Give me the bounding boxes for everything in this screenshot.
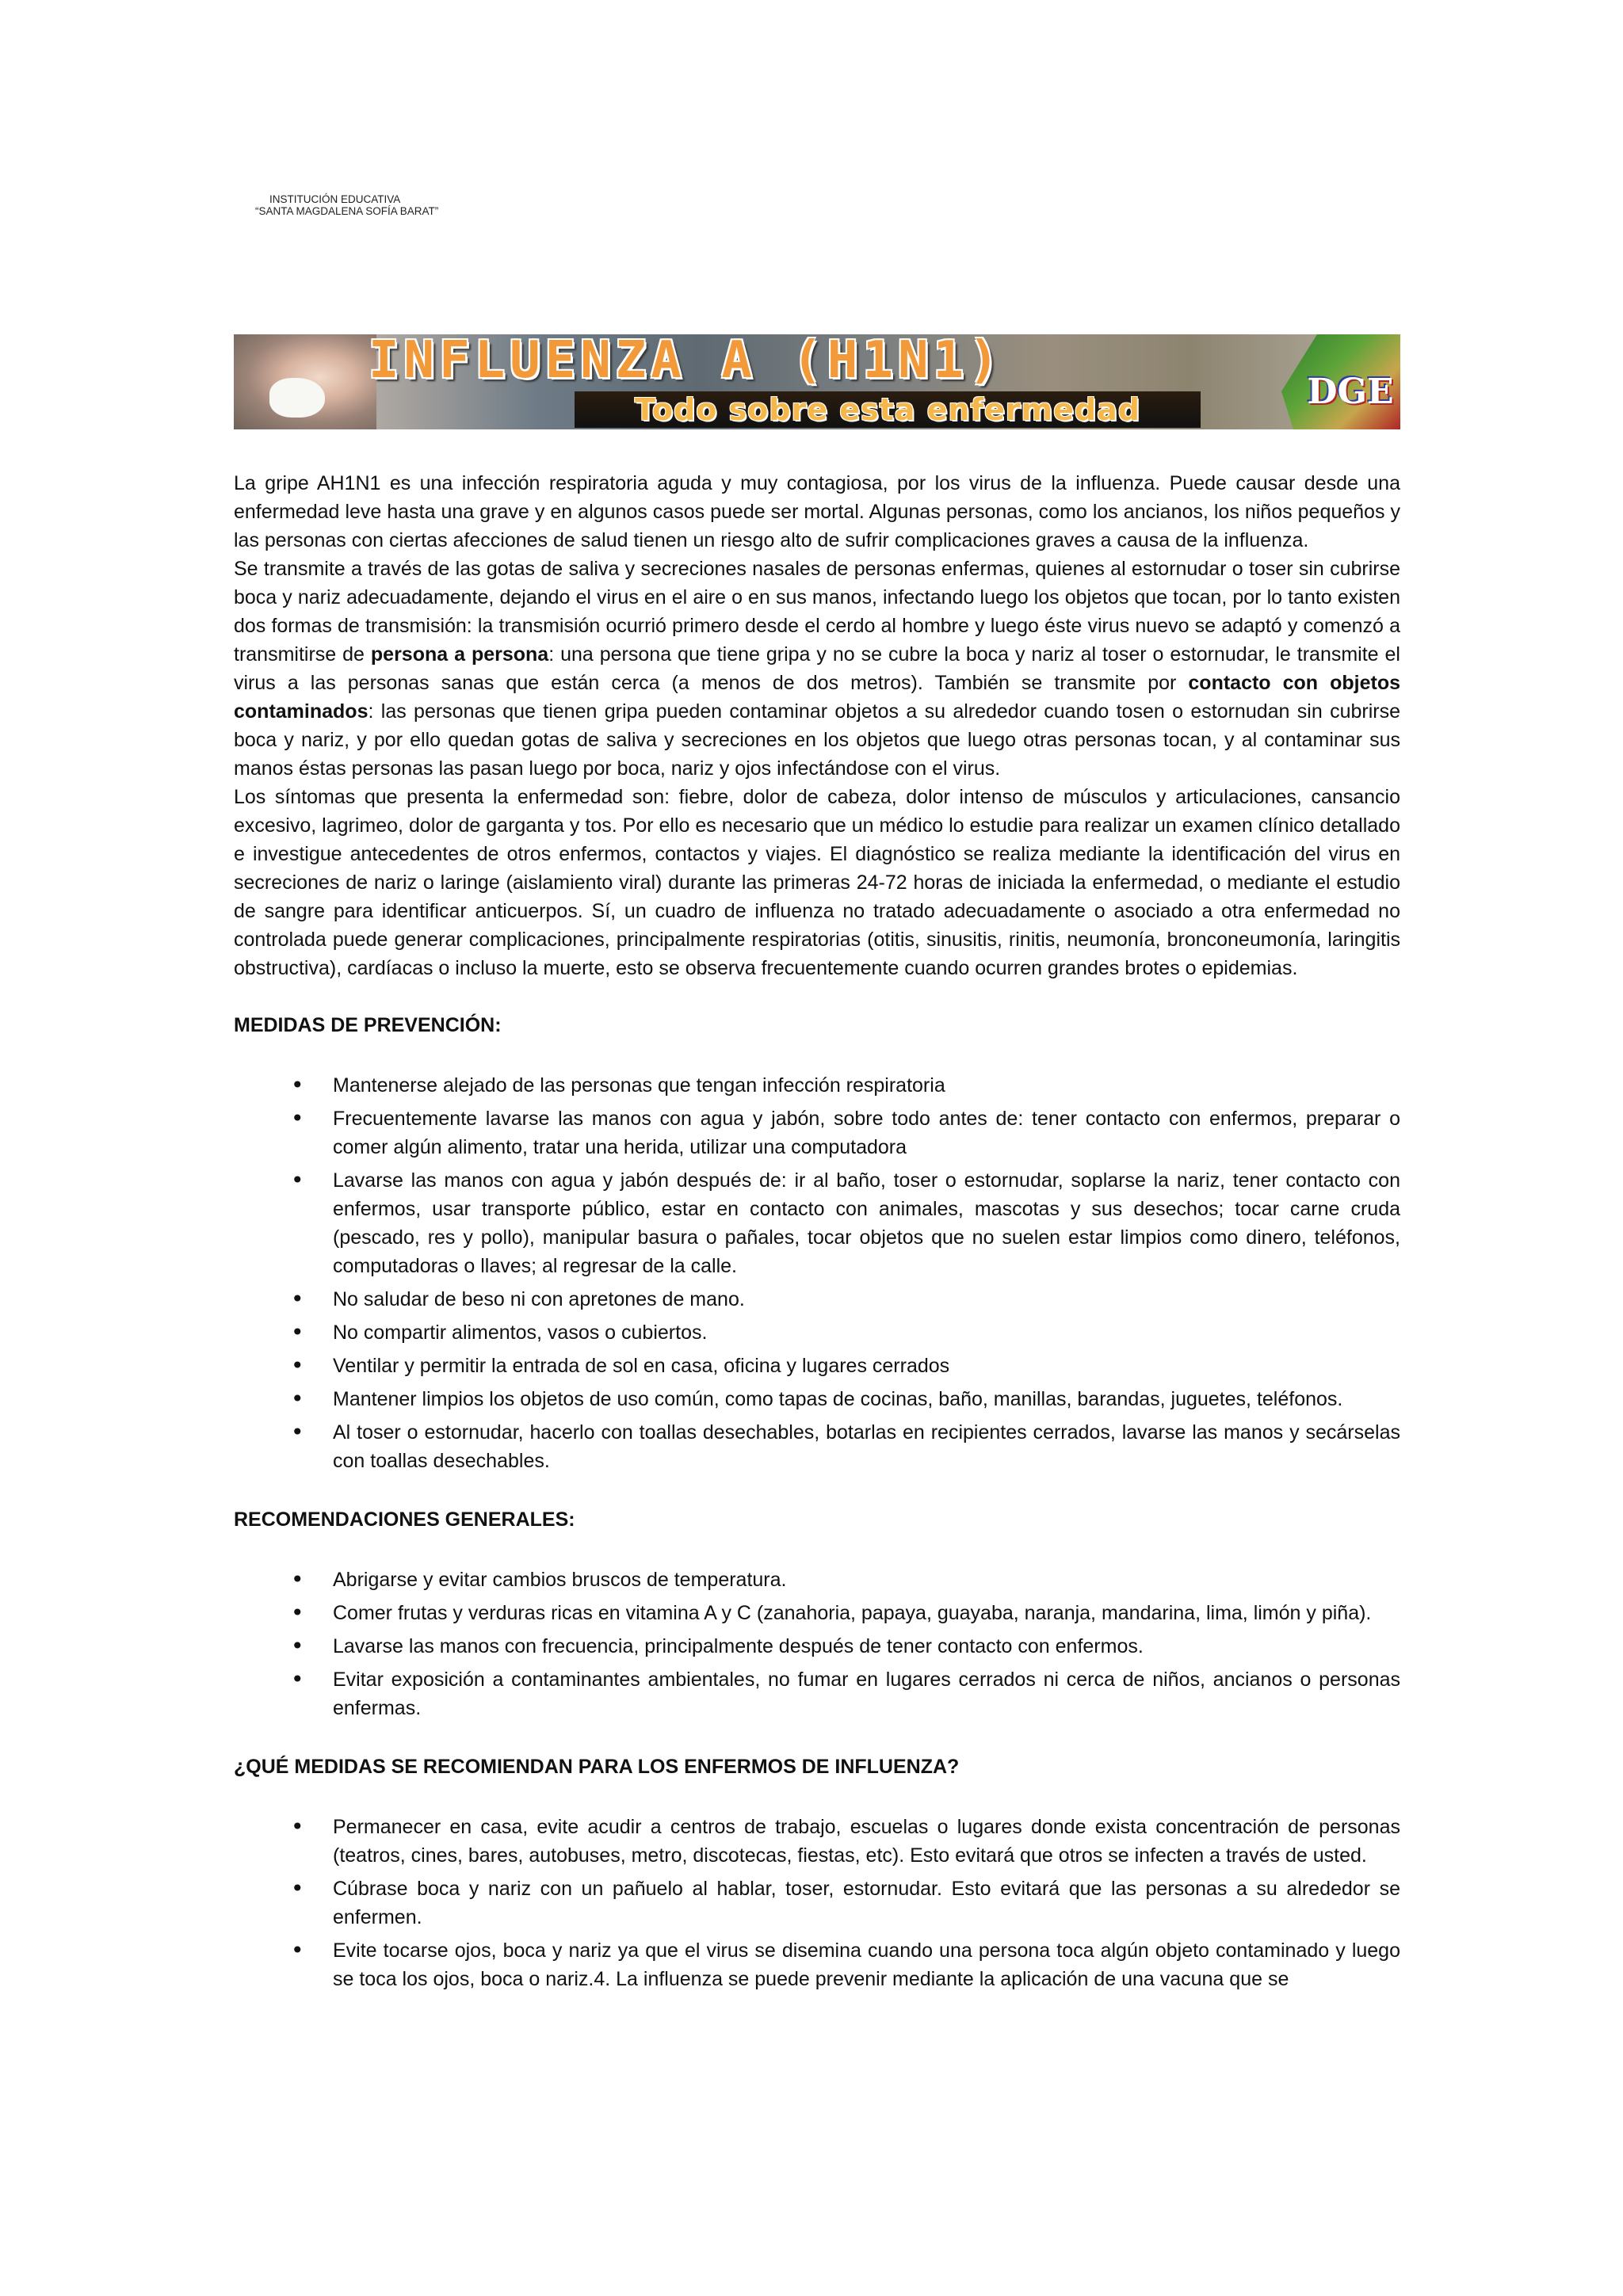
- list-item: • Lavarse las manos con agua y jabón después de: ir al baño, toser o estornudar, soplarse la nariz, tener contacto con enfermos, usar transporte público, estar en contacto con animales, mascotas y sus desechos; tocar carne cruda (pescado, res y pollo), manipular basura o pañales, tocar objetos que no suelen estar limpios como dinero, teléfonos, computadoras o llaves; al regresar de la calle.: [234, 1166, 1400, 1280]
- transmission-text-1: Se transmite a través de las gotas de saliva y secreciones nasales de personas enfermas, quienes al estornudar o toser sin cubrirse boca y nariz adecuadamente, dejando el virus en el aire o en sus manos, infectando luego los objetos que tocan, por lo tanto existen dos formas de transmisión: la transmisión ocurrió primero desde el cerdo al hombre y luego éste virus nuevo se adaptó y comenzó a transmitirse de: [234, 558, 1400, 666]
- banner-subtitle: Todo sobre esta enfermedad: [575, 391, 1201, 428]
- list-item: • Al toser o estornudar, hacerlo con toallas desechables, botarlas en recipientes cerrados, lavarse las manos y secárselas con toallas desechables.: [234, 1418, 1400, 1475]
- list-item: • Ventilar y permitir la entrada de sol en casa, oficina y lugares cerrados: [234, 1352, 1400, 1380]
- list-item: • Frecuentemente lavarse las manos con agua y jabón, sobre todo antes de: tener contacto con enfermos, preparar o comer algún alimento, tratar una herida, utilizar una computadora: [234, 1104, 1400, 1161]
- list-item: • Evite tocarse ojos, boca y nariz ya que el virus se disemina cuando una persona toca algún objeto contaminado y luego se toca los ojos, boca o nariz.4. La influenza se puede prevenir mediante la aplicación de una vacuna que se: [234, 1936, 1400, 1993]
- influenza-banner: [234, 334, 1400, 429]
- paragraph-transmission: [234, 555, 1400, 783]
- list-item: • Abrigarse y evitar cambios bruscos de temperatura.: [234, 1566, 1400, 1594]
- transmission-text-2: : una persona que tiene gripa y no se cubre la boca y nariz al toser o estornudar, le transmite el virus a las personas sanas que están cerca (a menos de dos metros). También se transmite por: [234, 643, 1400, 694]
- banner-photo: [234, 334, 376, 429]
- list-item: • Mantener limpios los objetos de uso común, como tapas de cocinas, baño, manillas, barandas, juguetes, teléfonos.: [234, 1385, 1400, 1413]
- prevention-heading: MEDIDAS DE PREVENCIÓN:: [234, 1014, 502, 1036]
- prevention-list: [234, 1071, 1400, 1475]
- list-item: • Comer frutas y verduras ricas en vitamina A y C (zanahoria, papaya, guayaba, naranja, mandarina, lima, limón y piña).: [234, 1599, 1400, 1627]
- paragraph-symptoms: Los síntomas que presenta la enfermedad son: fiebre, dolor de cabeza, dolor intenso de músculos y articulaciones, cansancio excesivo, lagrimeo, dolor de garganta y tos. Por ello es necesario que un médico lo estudie para realizar un examen clínico detallado e investigue antecedentes de otros enfermos, contactos y viajes. El diagnóstico se realiza mediante la identificación del virus en secreciones de nariz o laringe (aislamiento viral) durante las primeras 24-72 horas de iniciada la enfermedad, o mediante el estudio de sangre para identificar anticuerpos. Sí, un cuadro de influenza no tratado adecuadamente o asociado a otra enfermedad no controlada puede generar complicaciones, principalmente respiratorias (otitis, sinusitis, rinitis, neumonía, bronconeumonía, laringitis obstructiva), cardíacas o incluso la muerte, esto se observa frecuentemente cuando ocurren grandes brotes o epidemias.: [234, 786, 1400, 979]
- sick-measures-heading: ¿QUÉ MEDIDAS SE RECOMIENDAN PARA LOS ENFERMOS DE INFLUENZA?: [234, 1756, 960, 1778]
- dge-logo: DGE: [1307, 372, 1394, 412]
- list-item: • Evitar exposición a contaminantes ambientales, no fumar en lugares cerrados ni cerca de niños, ancianos o personas enfermas.: [234, 1665, 1400, 1722]
- header-line-1: INSTITUCIÓN EDUCATIVA: [269, 193, 401, 205]
- banner-title: INFLUENZA A (H1N1): [369, 334, 1004, 390]
- list-item: • Lavarse las manos con frecuencia, principalmente después de tener contacto con enfermos.: [234, 1632, 1400, 1661]
- list-item: • No saludar de beso ni con apretones de mano.: [234, 1285, 1400, 1314]
- transmission-bold-2: contacto con objetos contaminados: [234, 672, 1400, 723]
- transmission-bold-1: persona a persona: [370, 643, 549, 666]
- list-item: • Permanecer en casa, evite acudir a centros de trabajo, escuelas o lugares donde exista concentración de personas (teatros, cines, bares, autobuses, metro, discotecas, fiestas, etc). Esto evitará que otros se infecten a través de usted.: [234, 1813, 1400, 1870]
- sick-measures-list: [234, 1813, 1400, 1993]
- list-item: • Cúbrase boca y nariz con un pañuelo al hablar, toser, estornudar. Esto evitará que las personas a su alrededor se enfermen.: [234, 1875, 1400, 1932]
- header-line-2: “SANTA MAGDALENA SOFÍA BARAT”: [255, 205, 439, 217]
- list-item: • No compartir alimentos, vasos o cubiertos.: [234, 1318, 1400, 1347]
- transmission-text-3: : las personas que tienen gripa pueden contaminar objetos a su alrededor cuando tosen o estornudan sin cubrirse boca y nariz, y por ello quedan gotas de saliva y secreciones en los objetos que luego otras personas tocan, y al contaminar sus manos éstas personas las pasan luego por boca, nariz y ojos infectándose con el virus.: [234, 700, 1400, 780]
- list-item: • Mantenerse alejado de las personas que tengan infección respiratoria: [234, 1071, 1400, 1100]
- recommendations-list: [234, 1566, 1400, 1722]
- school-header: [255, 193, 438, 217]
- recommendations-heading: RECOMENDACIONES GENERALES:: [234, 1508, 575, 1531]
- tissue-graphic: [269, 378, 325, 418]
- paragraph-intro: La gripe AH1N1 es una infección respiratoria aguda y muy contagiosa, por los virus de la influenza. Puede causar desde una enfermedad leve hasta una grave y en algunos casos puede ser mortal. Algunas personas, como los ancianos, los niños pequeños y las personas con ciertas afecciones de salud tienen un riesgo alto de sufrir complicaciones graves a causa de la influenza.: [234, 472, 1400, 551]
- document-body: [234, 469, 1400, 1998]
